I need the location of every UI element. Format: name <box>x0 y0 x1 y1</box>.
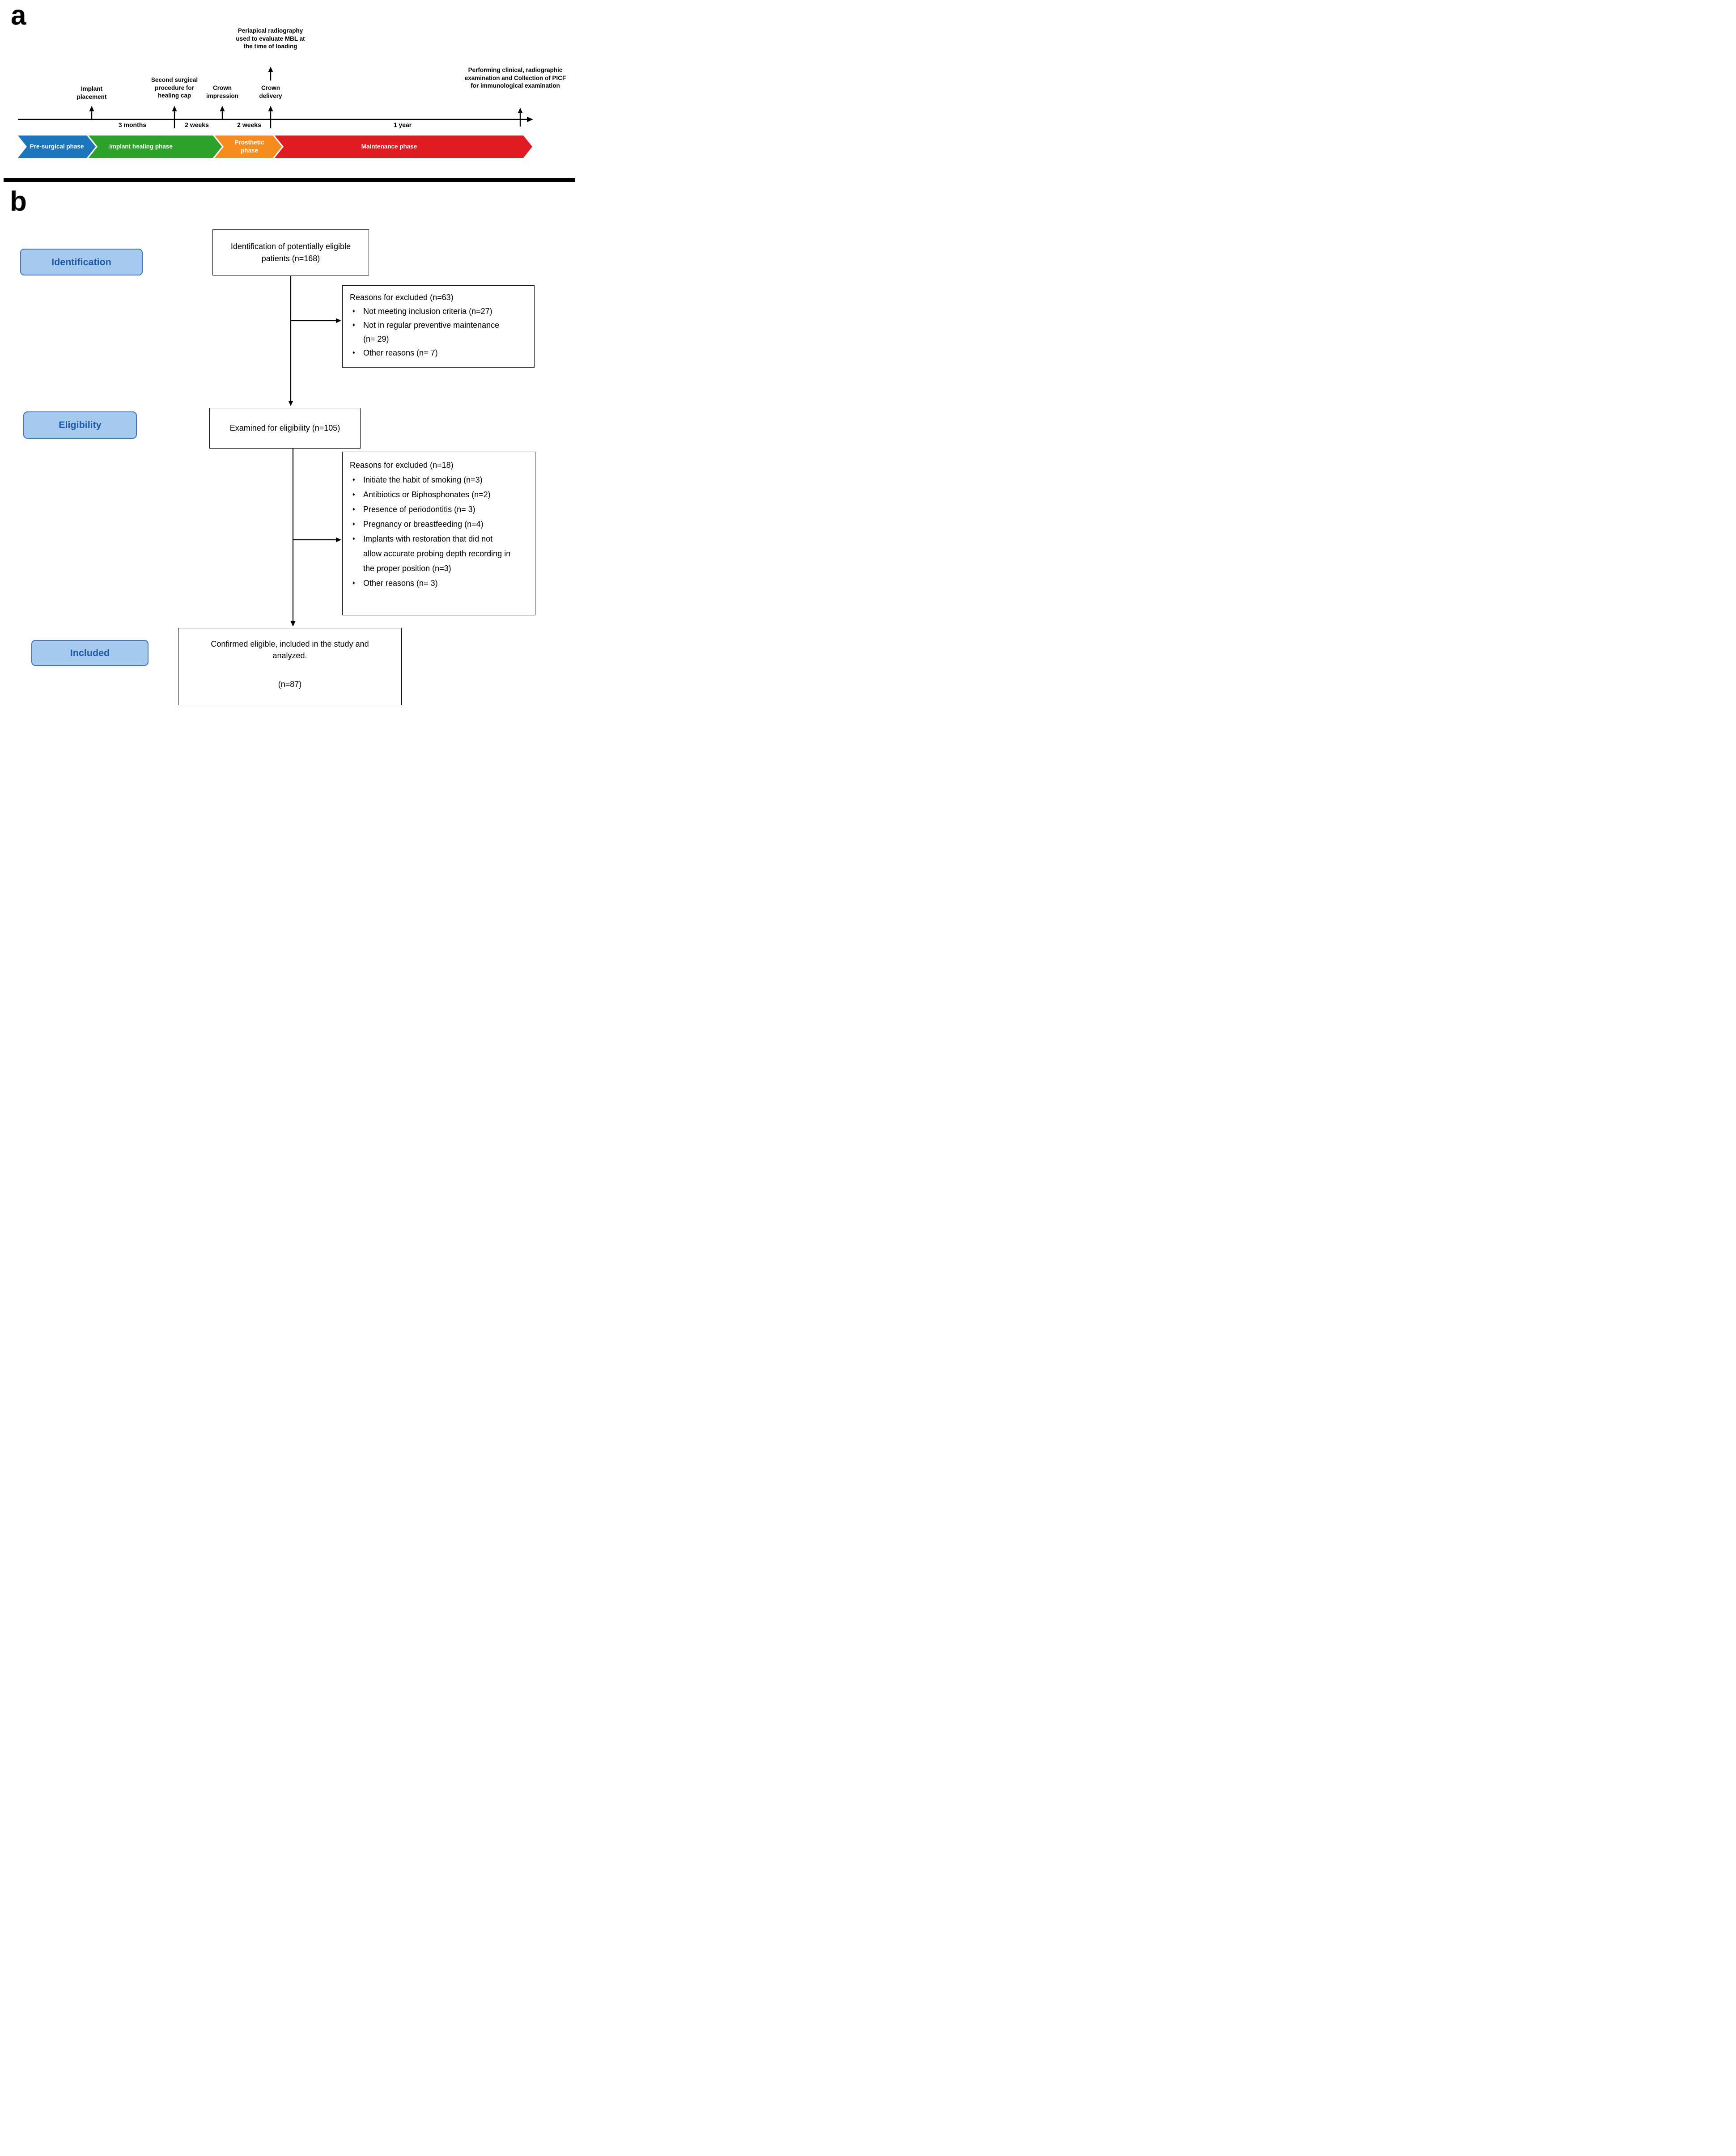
phase-label-prosthetic: Prosthetic phase <box>234 139 264 154</box>
excluded-box-2 <box>342 452 535 615</box>
excluded-2-item <box>350 473 528 487</box>
diamond-bullet-icon: ♦ <box>352 477 355 483</box>
panel-a-label: a <box>11 0 26 31</box>
phase-label-presurgical: Pre-surgical phase <box>30 143 84 150</box>
stage-label-identification: Identification <box>51 256 111 267</box>
excluded-2-item-text: Pregnancy or breastfeeding (n=4) <box>363 520 484 529</box>
stage-box-included <box>31 640 149 666</box>
arrowhead-to-examined <box>289 401 293 406</box>
interval-3-months: 3 months <box>118 121 147 128</box>
diamond-bullet-icon: ♦ <box>352 309 355 314</box>
excluded-2-item-text: Presence of periodontitis (n= 3) <box>363 505 475 514</box>
excluded-box-1 <box>342 285 535 368</box>
event-arrowhead-second-surgery <box>172 106 177 112</box>
excluded-2-item-text: Other reasons (n= 3) <box>363 579 438 588</box>
node-identified-text: Identification of potentially eligible patients (n=168) <box>230 242 351 263</box>
node-included-count: (n=87) <box>278 680 302 689</box>
event-label-second-surgery: Second surgical procedure for healing cap <box>151 76 198 99</box>
node-included <box>178 628 402 705</box>
node-identified <box>212 229 369 275</box>
annotation-periapical: Periapical radiography used to evaluate MBL at the time of loading <box>236 27 305 50</box>
excluded-2-item-text: Implants with restoration that did not allow accurate probing depth recording in the proper position (n=3) <box>363 534 511 573</box>
excluded-1-item-text: Not meeting inclusion criteria (n=27) <box>363 307 492 316</box>
node-examined <box>209 408 361 449</box>
excluded-2-title: Reasons for excluded (n=18) <box>350 461 454 470</box>
flow-connectors <box>289 276 342 627</box>
diamond-bullet-icon: ♦ <box>352 536 355 542</box>
excluded-2-item <box>350 487 528 502</box>
excluded-2-item <box>350 576 528 591</box>
event-label-crown-delivery: Crown delivery <box>259 85 282 99</box>
diamond-bullet-icon: ♦ <box>352 350 355 356</box>
diamond-bullet-icon: ♦ <box>352 580 355 586</box>
annotation-final-examination: Performing clinical, radiographic examination and Collection of PICF for immunological examination <box>464 67 566 89</box>
interval-2-weeks-a: 2 weeks <box>185 121 209 128</box>
excluded-1-item <box>350 318 527 346</box>
excluded-2-item <box>350 502 528 517</box>
arrowhead-to-included <box>291 621 296 627</box>
diamond-bullet-icon: ♦ <box>352 492 355 497</box>
stage-label-included: Included <box>70 647 110 658</box>
panel-divider <box>4 178 575 182</box>
event-arrowhead-crown-delivery <box>268 106 273 112</box>
stage-box-eligibility <box>23 411 137 439</box>
timeline-end-arrowhead <box>527 117 533 122</box>
excluded-2-item <box>350 532 528 576</box>
diamond-bullet-icon: ♦ <box>352 322 355 328</box>
event-arrowhead-implant <box>89 106 94 112</box>
excluded-1-item <box>350 346 527 360</box>
arrowhead-to-excluded-2 <box>336 538 341 542</box>
excluded-2-item-text: Antibiotics or Biphosphonates (n=2) <box>363 490 491 499</box>
diamond-bullet-icon: ♦ <box>352 521 355 527</box>
interval-1-year: 1 year <box>393 121 412 128</box>
excluded-1-item-text: Other reasons (n= 7) <box>363 348 438 357</box>
phase-label-maintenance: Maintenance phase <box>361 143 417 150</box>
periapical-annotation-arrowhead <box>268 67 273 72</box>
panel-b-label: b <box>10 186 27 217</box>
node-included-text: Confirmed eligible, included in the study and analyzed. <box>211 640 369 661</box>
excluded-1-item-text: Not in regular preventive maintenance (n= 29) <box>363 321 500 343</box>
phase-label-healing: Implant healing phase <box>109 143 173 150</box>
stage-label-eligibility: Eligibility <box>59 419 102 430</box>
interval-2-weeks-b: 2 weeks <box>237 121 261 128</box>
figure-page <box>0 0 579 719</box>
event-arrowhead-crown-impression <box>220 106 225 112</box>
diamond-bullet-icon: ♦ <box>352 507 355 512</box>
event-label-implant-placement: Implant placement <box>76 85 107 100</box>
node-examined-text: Examined for eligibility (n=105) <box>229 424 340 433</box>
final-exam-arrowhead <box>518 108 523 113</box>
excluded-1-title: Reasons for excluded (n=63) <box>350 293 454 302</box>
excluded-2-item <box>350 517 528 532</box>
excluded-1-item <box>350 305 527 318</box>
stage-box-identification <box>20 249 143 275</box>
excluded-2-item-text: Initiate the habit of smoking (n=3) <box>363 475 483 484</box>
event-label-crown-impression: Crown impression <box>206 85 239 99</box>
arrowhead-to-excluded-1 <box>336 318 341 323</box>
